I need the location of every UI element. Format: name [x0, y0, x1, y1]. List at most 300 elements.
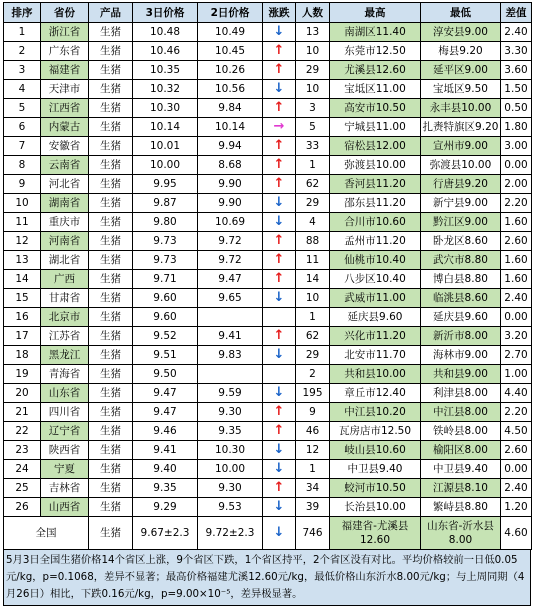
trend-cell	[263, 42, 296, 61]
highest-cell: 宁城县11.00	[330, 118, 421, 137]
table-row	[4, 289, 532, 308]
province-cell: 山西省	[41, 498, 89, 517]
rank-cell: 11	[4, 213, 41, 232]
people-cell: 1	[296, 156, 330, 175]
price-day3-cell: 10.35	[133, 61, 198, 80]
price-day2-cell: 9.30	[198, 403, 263, 422]
price-day3-cell: 9.51	[133, 346, 198, 365]
trend-cell	[263, 422, 296, 441]
rank-cell: 4	[4, 80, 41, 99]
price-day2-cell	[198, 365, 263, 384]
arrow-up-icon: ↑	[273, 62, 285, 77]
arrow-down-icon: ↓	[273, 195, 285, 210]
trend-cell	[263, 365, 296, 384]
highest-cell: 香河县11.20	[330, 175, 421, 194]
rank-cell: 20	[4, 384, 41, 403]
difference-cell: 1.60	[501, 251, 532, 270]
lowest-cell: 江源县8.10	[421, 479, 501, 498]
product-cell: 生猪	[89, 327, 133, 346]
province-cell: 黑龙江	[41, 346, 89, 365]
product-cell: 生猪	[89, 346, 133, 365]
highest-cell: 邵东县11.20	[330, 194, 421, 213]
price-day3-cell: 9.41	[133, 441, 198, 460]
total-trend	[263, 517, 296, 550]
difference-cell: 4.40	[501, 384, 532, 403]
table-row	[4, 194, 532, 213]
header-difference: 差值	[501, 3, 532, 23]
price-day2-cell: 9.59	[198, 384, 263, 403]
people-cell: 10	[296, 42, 330, 61]
product-cell: 生猪	[89, 308, 133, 327]
arrow-down-icon: ↓	[273, 385, 285, 400]
table-row	[4, 403, 532, 422]
highest-cell: 弥渡县10.00	[330, 156, 421, 175]
rank-cell: 26	[4, 498, 41, 517]
rank-cell: 10	[4, 194, 41, 213]
table-row	[4, 23, 532, 42]
table-row	[4, 422, 532, 441]
product-cell: 生猪	[89, 422, 133, 441]
lowest-cell: 武穴市8.80	[421, 251, 501, 270]
product-cell: 生猪	[89, 251, 133, 270]
price-day3-cell: 9.47	[133, 384, 198, 403]
table-row	[4, 175, 532, 194]
rank-cell: 18	[4, 346, 41, 365]
difference-cell: 2.40	[501, 289, 532, 308]
product-cell: 生猪	[89, 289, 133, 308]
arrow-down-icon: ↓	[273, 461, 285, 476]
price-day3-cell: 9.40	[133, 460, 198, 479]
rank-cell: 14	[4, 270, 41, 289]
table-row	[4, 327, 532, 346]
difference-cell: 1.20	[501, 498, 532, 517]
table-row	[4, 441, 532, 460]
total-lowest: 山东省-沂水县8.00	[421, 517, 501, 550]
price-day3-cell: 9.73	[133, 232, 198, 251]
lowest-cell: 黔江区9.00	[421, 213, 501, 232]
arrow-up-icon: ↑	[273, 176, 285, 191]
province-cell: 湖北省	[41, 251, 89, 270]
trend-cell	[263, 460, 296, 479]
price-day3-cell: 9.95	[133, 175, 198, 194]
trend-cell	[263, 118, 296, 137]
arrow-up-icon: ↑	[273, 480, 285, 495]
province-cell: 山东省	[41, 384, 89, 403]
province-cell: 福建省	[41, 61, 89, 80]
rank-cell: 15	[4, 289, 41, 308]
highest-cell: 武威市11.00	[330, 289, 421, 308]
province-cell: 陕西省	[41, 441, 89, 460]
table-row	[4, 479, 532, 498]
arrow-up-icon: ↑	[273, 157, 285, 172]
trend-cell	[263, 289, 296, 308]
table-row	[4, 99, 532, 118]
product-cell: 生猪	[89, 384, 133, 403]
product-cell: 生猪	[89, 61, 133, 80]
price-day2-cell: 10.30	[198, 441, 263, 460]
price-day2-cell: 9.72	[198, 251, 263, 270]
province-cell: 广西	[41, 270, 89, 289]
highest-cell: 孟州市11.20	[330, 232, 421, 251]
table-row	[4, 156, 532, 175]
price-report	[3, 2, 531, 606]
highest-cell: 高安市10.50	[330, 99, 421, 118]
table-row	[4, 498, 532, 517]
lowest-cell: 新沂市8.00	[421, 327, 501, 346]
rank-cell: 6	[4, 118, 41, 137]
price-day2-cell: 10.14	[198, 118, 263, 137]
province-cell: 安徽省	[41, 137, 89, 156]
province-cell: 四川省	[41, 403, 89, 422]
table-header-row	[4, 3, 532, 23]
highest-cell: 蛟河市10.50	[330, 479, 421, 498]
price-day2-cell: 10.26	[198, 61, 263, 80]
price-day3-cell: 9.29	[133, 498, 198, 517]
lowest-cell: 中江县8.00	[421, 403, 501, 422]
people-cell: 195	[296, 384, 330, 403]
rank-cell: 16	[4, 308, 41, 327]
lowest-cell: 延庆县9.60	[421, 308, 501, 327]
rank-cell: 19	[4, 365, 41, 384]
header-province: 省份	[41, 3, 89, 23]
product-cell: 生猪	[89, 80, 133, 99]
trend-cell	[263, 99, 296, 118]
rank-cell: 8	[4, 156, 41, 175]
people-cell: 14	[296, 270, 330, 289]
people-cell: 12	[296, 441, 330, 460]
people-cell: 3	[296, 99, 330, 118]
highest-cell: 宝坻区11.00	[330, 80, 421, 99]
trend-cell	[263, 61, 296, 80]
people-cell: 9	[296, 403, 330, 422]
lowest-cell: 梅县9.20	[421, 42, 501, 61]
lowest-cell: 行唐县9.20	[421, 175, 501, 194]
table-row	[4, 118, 532, 137]
province-cell: 湖南省	[41, 194, 89, 213]
province-cell: 北京市	[41, 308, 89, 327]
arrow-up-icon: ↑	[273, 233, 285, 248]
product-cell: 生猪	[89, 42, 133, 61]
people-cell: 29	[296, 346, 330, 365]
province-cell: 天津市	[41, 80, 89, 99]
province-cell: 江苏省	[41, 327, 89, 346]
highest-cell: 瓦房店市12.50	[330, 422, 421, 441]
highest-cell: 尤溪县12.60	[330, 61, 421, 80]
national-total-row	[4, 517, 532, 550]
table-row	[4, 232, 532, 251]
product-cell: 生猪	[89, 213, 133, 232]
trend-cell	[263, 498, 296, 517]
price-day2-cell: 9.94	[198, 137, 263, 156]
people-cell: 13	[296, 23, 330, 42]
people-cell: 29	[296, 61, 330, 80]
province-cell: 青海省	[41, 365, 89, 384]
price-day3-cell: 9.87	[133, 194, 198, 213]
table-row	[4, 384, 532, 403]
trend-cell	[263, 403, 296, 422]
trend-cell	[263, 327, 296, 346]
product-cell: 生猪	[89, 99, 133, 118]
total-difference: 4.60	[501, 517, 532, 550]
arrow-right-icon: →	[273, 119, 285, 134]
trend-cell	[263, 137, 296, 156]
price-table-body	[4, 3, 532, 517]
trend-cell	[263, 232, 296, 251]
product-cell: 生猪	[89, 403, 133, 422]
people-cell: 10	[296, 289, 330, 308]
header-product: 产品	[89, 3, 133, 23]
difference-cell: 4.50	[501, 422, 532, 441]
arrow-up-icon: ↑	[273, 328, 285, 343]
trend-cell	[263, 251, 296, 270]
province-cell: 河北省	[41, 175, 89, 194]
trend-cell	[263, 80, 296, 99]
total-product: 生猪	[89, 517, 133, 550]
table-row	[4, 460, 532, 479]
header-people: 人数	[296, 3, 330, 23]
rank-cell: 9	[4, 175, 41, 194]
difference-cell: 2.70	[501, 346, 532, 365]
difference-cell: 0.00	[501, 308, 532, 327]
people-cell: 1	[296, 308, 330, 327]
price-day2-cell: 10.45	[198, 42, 263, 61]
arrow-down-icon: ↓	[273, 525, 285, 540]
price-day2-cell	[198, 308, 263, 327]
lowest-cell: 卧龙区8.60	[421, 232, 501, 251]
product-cell: 生猪	[89, 232, 133, 251]
highest-cell: 中卫县9.40	[330, 460, 421, 479]
lowest-cell: 榆阳区8.00	[421, 441, 501, 460]
price-day2-cell: 10.56	[198, 80, 263, 99]
product-cell: 生猪	[89, 194, 133, 213]
people-cell: 29	[296, 194, 330, 213]
lowest-cell: 临洮县8.60	[421, 289, 501, 308]
trend-cell	[263, 441, 296, 460]
lowest-cell: 博白县8.80	[421, 270, 501, 289]
price-day3-cell: 9.52	[133, 327, 198, 346]
arrow-up-icon: ↑	[273, 100, 285, 115]
product-cell: 生猪	[89, 460, 133, 479]
province-cell: 吉林省	[41, 479, 89, 498]
trend-cell	[263, 175, 296, 194]
price-day3-cell: 9.73	[133, 251, 198, 270]
rank-cell: 13	[4, 251, 41, 270]
trend-cell	[263, 479, 296, 498]
difference-cell: 0.00	[501, 460, 532, 479]
summary-note: 5月3日全国生猪价格14个省区上涨，9个省区下跌，1个省区持平，2个省区没有对比。平均价格较前一日低0.05元/kg，p=0.1068，差异不显著；最高价格福建尤溪12.60元/kg，最低价格山东沂水8.00元/kg；与上周同期（4月26日）相比，下跌0.16元/kg，p=9.00×10⁻⁵，差异极显著。	[3, 550, 531, 606]
header-trend: 涨跌	[263, 3, 296, 23]
price-day2-cell: 9.53	[198, 498, 263, 517]
lowest-cell: 扎赉特旗区9.20	[421, 118, 501, 137]
price-day2-cell: 9.30	[198, 479, 263, 498]
rank-cell: 25	[4, 479, 41, 498]
table-row	[4, 346, 532, 365]
people-cell: 39	[296, 498, 330, 517]
price-day3-cell: 10.01	[133, 137, 198, 156]
difference-cell: 3.20	[501, 327, 532, 346]
highest-cell: 东莞市12.50	[330, 42, 421, 61]
difference-cell: 1.60	[501, 213, 532, 232]
total-people: 746	[296, 517, 330, 550]
lowest-cell: 宣州市9.00	[421, 137, 501, 156]
lowest-cell: 新宁县9.00	[421, 194, 501, 213]
lowest-cell: 永丰县10.00	[421, 99, 501, 118]
highest-cell: 章丘市12.40	[330, 384, 421, 403]
arrow-down-icon: ↓	[273, 81, 285, 96]
lowest-cell: 淳安县9.00	[421, 23, 501, 42]
rank-cell: 5	[4, 99, 41, 118]
difference-cell: 2.20	[501, 403, 532, 422]
people-cell: 62	[296, 175, 330, 194]
arrow-up-icon: ↑	[273, 271, 285, 286]
price-day3-cell: 9.60	[133, 289, 198, 308]
table-row	[4, 80, 532, 99]
highest-cell: 共和县10.00	[330, 365, 421, 384]
lowest-cell: 铁岭县8.00	[421, 422, 501, 441]
header-rank: 排序	[4, 3, 41, 23]
rank-cell: 1	[4, 23, 41, 42]
header-price-day2: 2日价格	[198, 3, 263, 23]
trend-cell	[263, 194, 296, 213]
price-day2-cell: 9.90	[198, 194, 263, 213]
price-day3-cell: 9.35	[133, 479, 198, 498]
product-cell: 生猪	[89, 137, 133, 156]
price-day3-cell: 9.80	[133, 213, 198, 232]
difference-cell: 1.80	[501, 118, 532, 137]
people-cell: 34	[296, 479, 330, 498]
price-day3-cell: 10.14	[133, 118, 198, 137]
price-day3-cell: 9.60	[133, 308, 198, 327]
difference-cell: 2.40	[501, 479, 532, 498]
people-cell: 11	[296, 251, 330, 270]
difference-cell: 2.20	[501, 194, 532, 213]
highest-cell: 合川市10.60	[330, 213, 421, 232]
province-cell: 浙江省	[41, 23, 89, 42]
province-cell: 重庆市	[41, 213, 89, 232]
price-day3-cell: 9.50	[133, 365, 198, 384]
people-cell: 46	[296, 422, 330, 441]
lowest-cell: 中卫县9.40	[421, 460, 501, 479]
product-cell: 生猪	[89, 270, 133, 289]
price-table	[3, 2, 532, 550]
highest-cell: 长治县10.00	[330, 498, 421, 517]
total-highest: 福建省-尤溪县12.60	[330, 517, 421, 550]
price-day2-cell: 8.68	[198, 156, 263, 175]
price-day3-cell: 9.47	[133, 403, 198, 422]
arrow-down-icon: ↓	[273, 214, 285, 229]
rank-cell: 2	[4, 42, 41, 61]
product-cell: 生猪	[89, 441, 133, 460]
people-cell: 33	[296, 137, 330, 156]
price-day3-cell: 10.00	[133, 156, 198, 175]
lowest-cell: 繁峙县8.80	[421, 498, 501, 517]
difference-cell: 1.60	[501, 270, 532, 289]
lowest-cell: 利津县8.00	[421, 384, 501, 403]
product-cell: 生猪	[89, 23, 133, 42]
trend-cell	[263, 213, 296, 232]
price-day2-cell: 9.90	[198, 175, 263, 194]
arrow-down-icon: ↓	[273, 347, 285, 362]
people-cell: 88	[296, 232, 330, 251]
table-row	[4, 42, 532, 61]
price-day2-cell: 10.49	[198, 23, 263, 42]
trend-cell	[263, 156, 296, 175]
difference-cell: 1.50	[501, 80, 532, 99]
price-day3-cell: 9.71	[133, 270, 198, 289]
difference-cell: 1.00	[501, 365, 532, 384]
price-day2-cell: 9.65	[198, 289, 263, 308]
lowest-cell: 共和县9.00	[421, 365, 501, 384]
lowest-cell: 宝坻区9.50	[421, 80, 501, 99]
highest-cell: 宿松县12.00	[330, 137, 421, 156]
total-price-day2: 9.72±2.3	[198, 517, 263, 550]
product-cell: 生猪	[89, 365, 133, 384]
rank-cell: 24	[4, 460, 41, 479]
table-row	[4, 213, 532, 232]
price-day3-cell: 10.46	[133, 42, 198, 61]
arrow-up-icon: ↑	[273, 404, 285, 419]
province-cell: 广东省	[41, 42, 89, 61]
rank-cell: 23	[4, 441, 41, 460]
difference-cell: 2.60	[501, 232, 532, 251]
product-cell: 生猪	[89, 175, 133, 194]
highest-cell: 岐山县10.60	[330, 441, 421, 460]
table-row	[4, 251, 532, 270]
rank-cell: 21	[4, 403, 41, 422]
arrow-up-icon: ↑	[273, 138, 285, 153]
lowest-cell: 弥渡县10.00	[421, 156, 501, 175]
people-cell: 5	[296, 118, 330, 137]
price-day2-cell: 9.47	[198, 270, 263, 289]
province-cell: 甘肃省	[41, 289, 89, 308]
price-day2-cell: 9.35	[198, 422, 263, 441]
rank-cell: 12	[4, 232, 41, 251]
lowest-cell: 海林市9.00	[421, 346, 501, 365]
people-cell: 62	[296, 327, 330, 346]
arrow-down-icon: ↓	[273, 24, 285, 39]
province-cell: 江西省	[41, 99, 89, 118]
product-cell: 生猪	[89, 479, 133, 498]
difference-cell: 2.00	[501, 175, 532, 194]
table-row	[4, 137, 532, 156]
price-day2-cell: 10.69	[198, 213, 263, 232]
trend-cell	[263, 384, 296, 403]
header-highest: 最高	[330, 3, 421, 23]
rank-cell: 17	[4, 327, 41, 346]
highest-cell: 北安市11.70	[330, 346, 421, 365]
rank-cell: 22	[4, 422, 41, 441]
difference-cell: 3.60	[501, 61, 532, 80]
highest-cell: 中江县10.20	[330, 403, 421, 422]
trend-cell	[263, 270, 296, 289]
people-cell: 10	[296, 80, 330, 99]
highest-cell: 延庆县9.60	[330, 308, 421, 327]
table-row	[4, 61, 532, 80]
arrow-down-icon: ↓	[273, 290, 285, 305]
highest-cell: 南湖区11.40	[330, 23, 421, 42]
product-cell: 生猪	[89, 118, 133, 137]
price-day3-cell: 10.32	[133, 80, 198, 99]
price-day3-cell: 10.48	[133, 23, 198, 42]
rank-cell: 7	[4, 137, 41, 156]
price-day3-cell: 10.30	[133, 99, 198, 118]
total-price-day3: 9.67±2.3	[133, 517, 198, 550]
total-label: 全国	[4, 517, 89, 550]
trend-cell	[263, 23, 296, 42]
product-cell: 生猪	[89, 156, 133, 175]
price-day2-cell: 9.84	[198, 99, 263, 118]
arrow-up-icon: ↑	[273, 423, 285, 438]
